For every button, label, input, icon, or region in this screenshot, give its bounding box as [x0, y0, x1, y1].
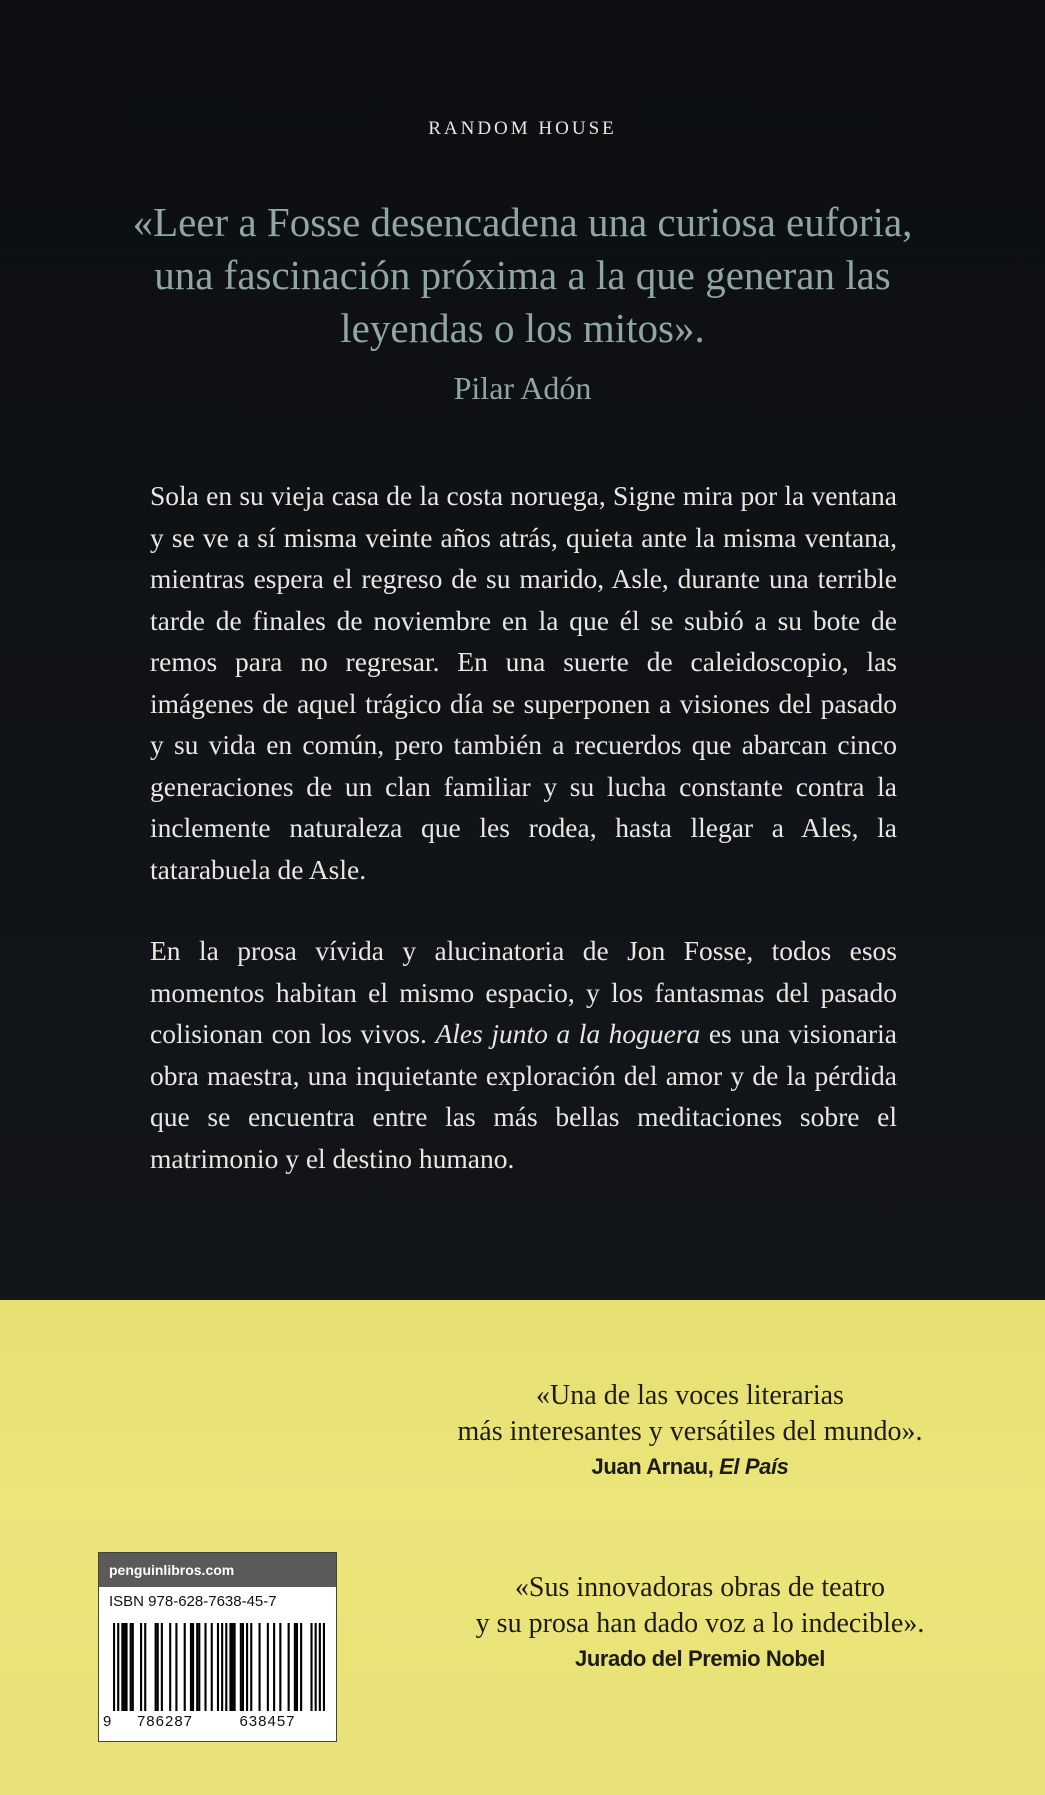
barcode-bar — [288, 1623, 290, 1711]
barcode-bar — [192, 1623, 194, 1711]
barcode-digit-prefix: 9 — [103, 1713, 112, 1730]
barcode-bar — [121, 1623, 123, 1711]
barcode-bar — [169, 1623, 171, 1711]
barcode-bar — [296, 1623, 298, 1711]
barcode-bar — [130, 1623, 132, 1711]
barcode-bar — [157, 1623, 159, 1711]
barcode-bar — [198, 1623, 200, 1711]
review-quote-nobel-author: Jurado del Premio Nobel — [575, 1646, 825, 1671]
barcode-bar — [125, 1623, 127, 1711]
featured-quote: «Leer a Fosse desencadena una curiosa euforia, una fascinación próxima a la que generan las leyendas o los mitos». — [132, 199, 913, 351]
publisher-name: RANDOM HOUSE — [428, 118, 617, 139]
barcode-bar — [225, 1623, 227, 1711]
barcode-bar — [242, 1623, 244, 1711]
barcode-bar — [211, 1623, 213, 1711]
barcode-digits-right: 638457 — [239, 1713, 296, 1730]
review-quote-nobel — [420, 1570, 980, 1672]
barcode-bar — [123, 1623, 125, 1711]
barcode-bar — [310, 1623, 312, 1711]
barcode-bar — [267, 1623, 269, 1711]
barcode-bar — [294, 1623, 296, 1711]
barcode-bar — [250, 1623, 252, 1711]
barcode-bar — [234, 1623, 236, 1711]
barcode-bar — [144, 1623, 146, 1711]
isbn-number: ISBN 978-628-7638-45-7 — [109, 1593, 277, 1610]
barcode-bar — [190, 1623, 192, 1711]
barcode-bar — [196, 1623, 198, 1711]
barcode-bar — [175, 1623, 177, 1711]
synopsis-paragraph-2 — [150, 930, 897, 1179]
synopsis-p2-end: es una visionaria obra maestra, una inquietante exploración del amor y de la pérdida que se encuentra entre las más bellas meditaciones sobre el matrimonio y el destino humano. — [150, 1018, 897, 1174]
barcode-bar — [246, 1623, 248, 1711]
barcode-digits — [103, 1713, 331, 1730]
barcode-bar — [221, 1623, 223, 1711]
barcode-bar — [231, 1623, 233, 1711]
barcode-bar — [279, 1623, 281, 1711]
barcode-digits-left: 786287 — [136, 1713, 194, 1730]
review-quote-nobel-line1: «Sus innovadoras obras de teatro — [514, 1572, 886, 1603]
barcode-bar — [117, 1623, 119, 1711]
website-label: penguinlibros.com — [99, 1553, 336, 1587]
author-name: Juan Arnau, — [591, 1454, 720, 1479]
barcode-bar — [161, 1623, 163, 1711]
synopsis-p2-start: En la prosa vívida y alucinatoria de Jon Fosse, todos esos momentos habitan el mismo espacio, y los fantasmas del pasado colisionan con los vivos. — [150, 935, 897, 1049]
review-quote-arnau-line1: «Una de las voces literarias — [536, 1380, 844, 1411]
barcode-bar — [273, 1623, 275, 1711]
barcode-bars — [113, 1623, 325, 1711]
barcode-bar — [113, 1623, 115, 1711]
barcode-label — [98, 1552, 337, 1742]
barcode-bar — [315, 1623, 317, 1711]
barcode-bar — [258, 1623, 260, 1711]
review-quote-nobel-line2: y su prosa han dado voz a lo indecible». — [475, 1608, 925, 1639]
featured-quote-author: Pilar Adón — [453, 370, 592, 406]
barcode-bar — [240, 1623, 242, 1711]
barcode-bar — [300, 1623, 302, 1711]
book-title-italic: Ales junto a la hoguera — [435, 1018, 701, 1049]
barcode-bar — [319, 1623, 321, 1711]
review-quote-arnau — [410, 1378, 970, 1480]
review-quote-arnau-line2: más interesantes y versátiles del mundo». — [457, 1416, 923, 1447]
author-source: El País — [719, 1454, 789, 1479]
barcode-bar — [229, 1623, 231, 1711]
barcode-bar — [155, 1623, 157, 1711]
barcode-bar — [323, 1623, 325, 1711]
barcode-bar — [140, 1623, 142, 1711]
barcode-bar — [204, 1623, 206, 1711]
barcode-bar — [217, 1623, 219, 1711]
synopsis-paragraph-1: Sola en su vieja casa de la costa noruega, Signe mira por la ventana y se ve a sí misma veinte años atrás, quieta ante la misma ventana, mientras espera el regreso de su marido, Asle, durante una terrible tarde de finales de noviembre en la que él se subió a su bote de remos para no regresar. En una suerte de caleidoscopio, las imágenes de aquel trágico día se superponen a visiones del pasado y su vida en común, pero también a recuerdos que abarcan cinco generaciones de un clan familiar y su lucha constante contra la inclemente naturaleza que les rodea, hasta llegar a Ales, la tatarabuela de Asle. — [150, 480, 897, 885]
barcode-bar — [184, 1623, 186, 1711]
synopsis — [150, 475, 897, 1179]
review-quote-arnau-author — [410, 1454, 970, 1480]
barcode-bar — [132, 1623, 134, 1711]
